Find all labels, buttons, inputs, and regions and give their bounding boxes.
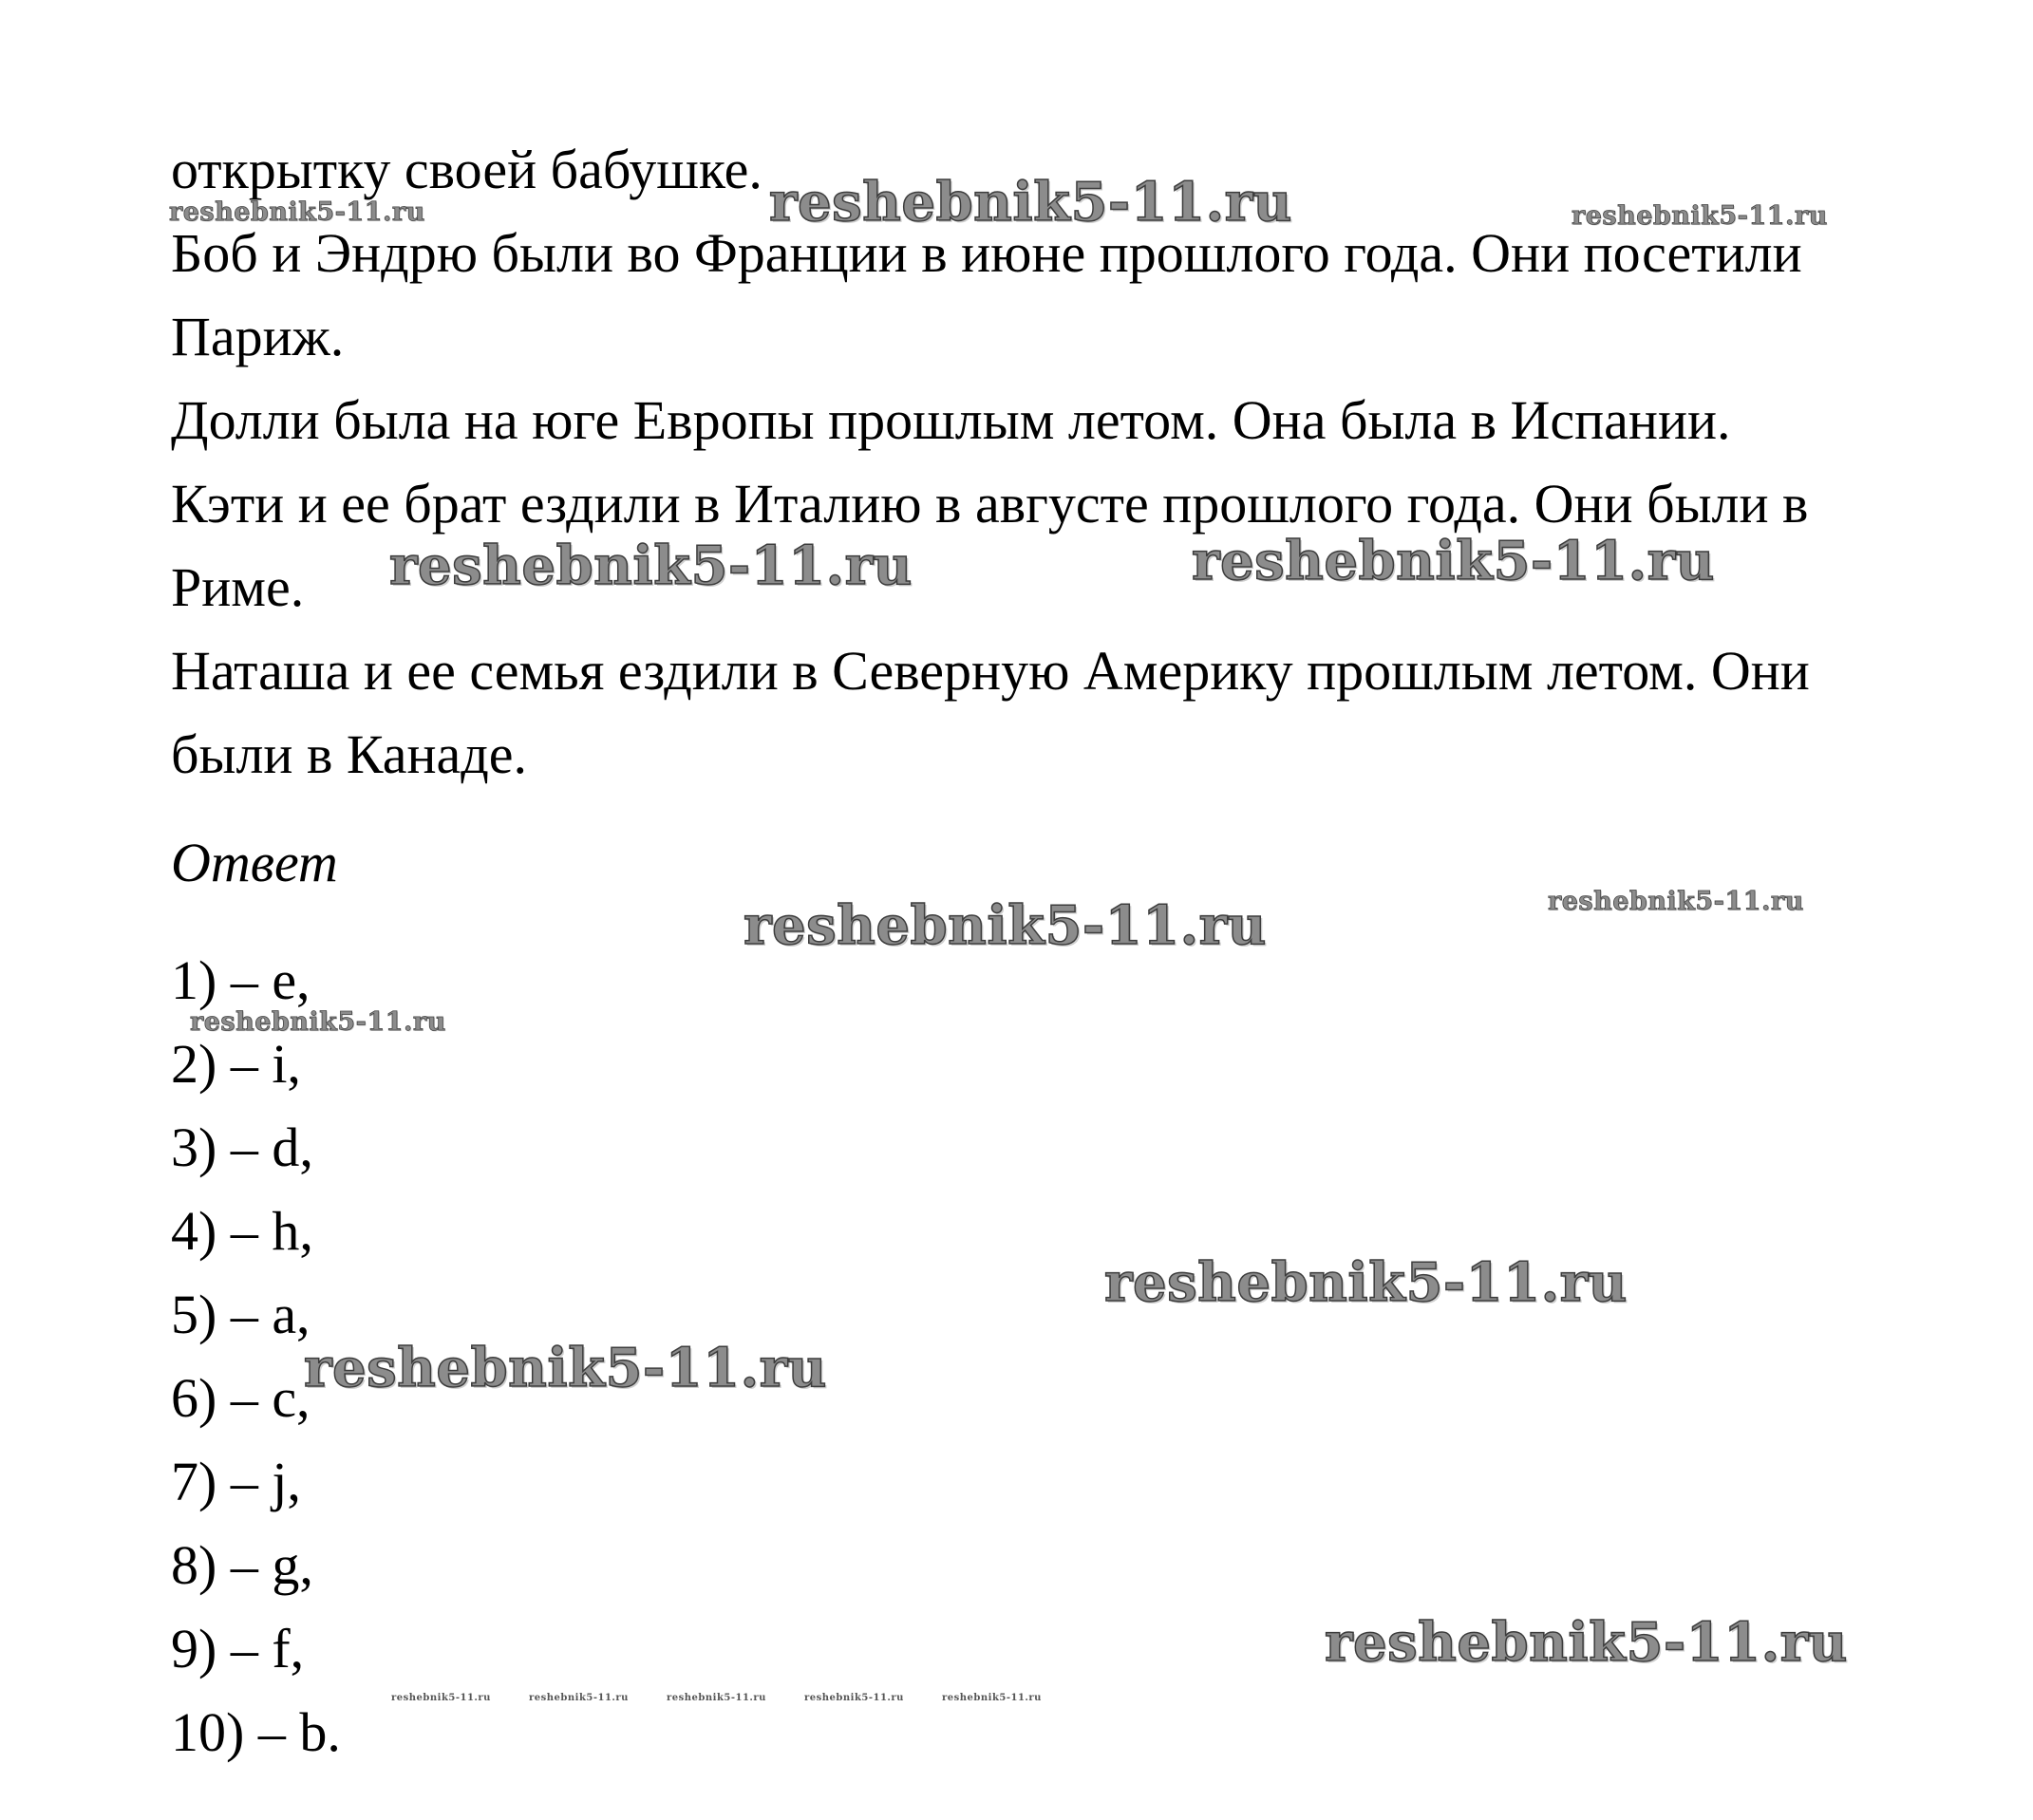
text-line-7: Наташа и ее семья ездили в Северную Америку прошлым летом. Они: [171, 640, 1810, 702]
watermark: reshebnik5-11.ru: [389, 535, 913, 597]
watermark: reshebnik5-11.ru: [391, 1693, 491, 1703]
answer-item-10: 10) – b.: [171, 1701, 341, 1763]
text-line-2: Боб и Эндрю были во Франции в июне прошлого года. Они посетили: [171, 222, 1802, 284]
watermark: reshebnik5-11.ru: [769, 171, 1292, 234]
text-line-5: Кэти и ее брат ездили в Италию в августе прошлого года. Они были в: [171, 473, 1809, 535]
watermark: reshebnik5-11.ru: [744, 894, 1267, 957]
watermark: reshebnik5-11.ru: [1572, 201, 1828, 231]
text-line-8: были в Канаде.: [171, 723, 528, 785]
answer-item-9: 9) – f,: [171, 1618, 305, 1679]
answer-item-5: 5) – a,: [171, 1284, 311, 1345]
text-line-6: Риме.: [171, 556, 305, 618]
answer-item-1: 1) – e,: [171, 949, 311, 1011]
watermark: reshebnik5-11.ru: [190, 1007, 446, 1037]
watermark: reshebnik5-11.ru: [1104, 1251, 1628, 1314]
watermark: reshebnik5-11.ru: [169, 197, 425, 227]
answer-item-4: 4) – h,: [171, 1200, 313, 1262]
watermark: reshebnik5-11.ru: [1192, 530, 1715, 592]
watermark: reshebnik5-11.ru: [1325, 1611, 1848, 1674]
watermark: reshebnik5-11.ru: [304, 1337, 827, 1399]
answer-item-8: 8) – g,: [171, 1534, 313, 1596]
watermark: reshebnik5-11.ru: [804, 1693, 904, 1703]
answer-item-7: 7) – j,: [171, 1451, 301, 1512]
answer-item-6: 6) – c,: [171, 1367, 311, 1429]
watermark: reshebnik5-11.ru: [942, 1693, 1042, 1703]
answer-item-2: 2) – i,: [171, 1033, 301, 1095]
watermark: reshebnik5-11.ru: [1548, 887, 1804, 916]
text-line-3: Париж.: [171, 306, 345, 367]
watermark: reshebnik5-11.ru: [529, 1693, 629, 1703]
answer-heading: Ответ: [171, 832, 338, 893]
text-line-1: открытку своей бабушке.: [171, 139, 762, 200]
answer-item-3: 3) – d,: [171, 1116, 313, 1178]
watermark: reshebnik5-11.ru: [667, 1693, 766, 1703]
text-line-4: Долли была на юге Европы прошлым летом. Она была в Испании.: [171, 389, 1731, 451]
